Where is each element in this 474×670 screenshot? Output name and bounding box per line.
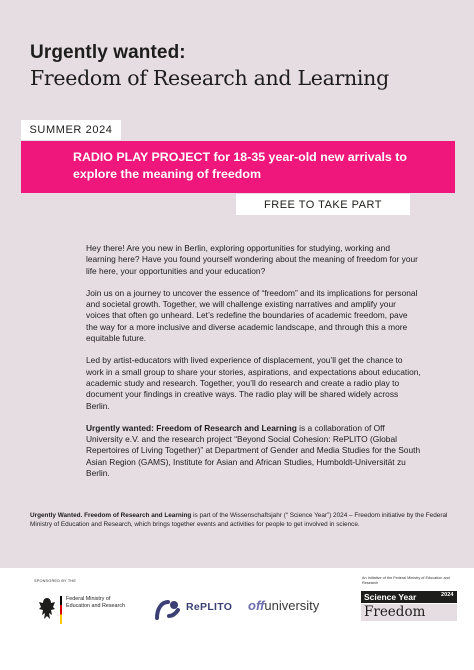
body-paragraph-4 — [86, 423, 421, 479]
off-university-prefix: off — [248, 598, 265, 613]
body-text — [86, 243, 421, 490]
project-heading-band — [21, 141, 455, 193]
replito-logo-text: RePLITO — [186, 601, 233, 613]
body-paragraph-2: Join us on a journey to uncover the essence of “freedom” and its implications for personal and societal growth. Together, we will challenge existing narratives and amplify your voices that often go unheard. Let’s redefine the boundaries of academic freedom, pave the way for a more inclusive and diverse academic landscape, and through this a more equitable future. — [86, 287, 418, 344]
title-line-1: Urgently wanted: — [30, 42, 186, 63]
season-label: SUMMER 2024 — [21, 120, 121, 140]
off-university-suffix: university — [264, 598, 320, 613]
project-heading: RADIO PLAY PROJECT for 18-35 year-old new arrivals to explore the meaning of freedom — [73, 150, 407, 181]
collaboration-text: is a collaboration of Off University e.V. and the research project “Beyond Social Cohesion: RePLITO (Global Repertoires of Living Together)” at Department of Gender and Media Studies for the South Asian Region (GAMS), Institute for Asian and African Studies, Humboldt-Universität zu Berlin. — [86, 422, 421, 479]
collaboration-title: Urgently wanted: Freedom of Research and Learning — [86, 422, 297, 433]
federal-eagle-icon — [38, 595, 56, 629]
body-paragraph-1: Hey there! Are you new in Berlin, exploring opportunities for studying, working and learning here? Have you found yourself wondering about the meaning of freedom for your life here, your opportunities and your education? — [86, 243, 418, 276]
german-flag-stripe — [60, 596, 62, 624]
title-line-2: Freedom of Research and Learning — [30, 66, 389, 90]
body-paragraph-3: Led by artist-educators with lived experience of displacement, you’ll get the chance to work in a small group to share your stories, aspirations, and expectations about education, academic study and research. Together, you’ll do research and create a radio play to document your findings in creative ways. The radio play will be shared widely across Berlin. — [86, 355, 421, 411]
replito-logo-icon — [154, 598, 182, 620]
footnote — [30, 512, 460, 529]
science-year-year: 2024 — [441, 592, 454, 598]
science-year-theme: Freedom — [361, 604, 457, 621]
footnote-title: Urgently Wanted. Freedom of Research and Learning — [30, 512, 192, 519]
free-to-take-part-label: FREE TO TAKE PART — [236, 194, 410, 215]
science-year-title: Science Year — [361, 591, 457, 603]
bmbf-name: Federal Ministry of Education and Research — [66, 596, 126, 609]
off-university-logo — [248, 598, 319, 613]
sponsor-label: SPONSORED BY THE — [34, 579, 77, 583]
science-year-note: An Initiative of the Federal Ministry of Education and Research — [362, 576, 450, 585]
logo-bar — [0, 568, 474, 670]
footnote-text: is part of the Wissenschaftsjahr (“ Science Year”) 2024 – Freedom initiative by the Federal Ministry of Education and Research, which brings together events and activities for people to get involved in science. — [30, 512, 448, 528]
